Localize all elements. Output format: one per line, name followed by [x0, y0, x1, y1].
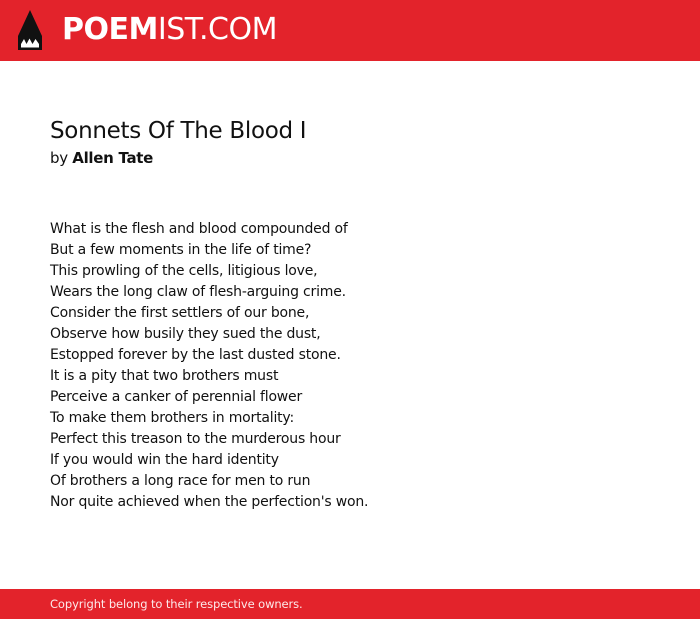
poem-line: Perfect this treason to the murderous hour	[50, 431, 341, 447]
poem-line: This prowling of the cells, litigious love,	[50, 263, 318, 279]
poem-title: Sonnets Of The Blood I	[50, 118, 307, 144]
poem-line: Perceive a canker of perennial flower	[50, 389, 303, 405]
poem-line: Wears the long claw of flesh-arguing crime.	[50, 284, 346, 300]
poem-line: But a few moments in the life of time?	[50, 242, 312, 258]
poem-body	[50, 219, 368, 513]
poem-line: Nor quite achieved when the perfection's won.	[50, 494, 369, 510]
poem-line: It is a pity that two brothers must	[50, 368, 279, 384]
poem-line: Estopped forever by the last dusted stone.	[50, 347, 341, 363]
site-logo-text[interactable]	[62, 11, 277, 49]
author-name: Allen Tate	[72, 149, 154, 167]
poem-line: Observe how busily they sued the dust,	[50, 326, 321, 342]
poem-line: Consider the first settlers of our bone,	[50, 305, 310, 321]
pencil-tip-icon[interactable]	[17, 9, 43, 51]
copyright-notice: Copyright belong to their respective owners.	[50, 597, 303, 611]
poem-line: What is the flesh and blood compounded of	[50, 221, 348, 237]
site-footer	[0, 589, 700, 619]
poem-byline	[50, 148, 153, 168]
brand-name-light: IST.COM	[157, 12, 277, 47]
poem-line: To make them brothers in mortality:	[50, 410, 295, 426]
poem-line: If you would win the hard identity	[50, 452, 279, 468]
brand-name-strong: POEM	[62, 12, 158, 47]
by-label: by	[50, 149, 68, 167]
poem-line: Of brothers a long race for men to run	[50, 473, 311, 489]
site-header	[0, 0, 700, 61]
